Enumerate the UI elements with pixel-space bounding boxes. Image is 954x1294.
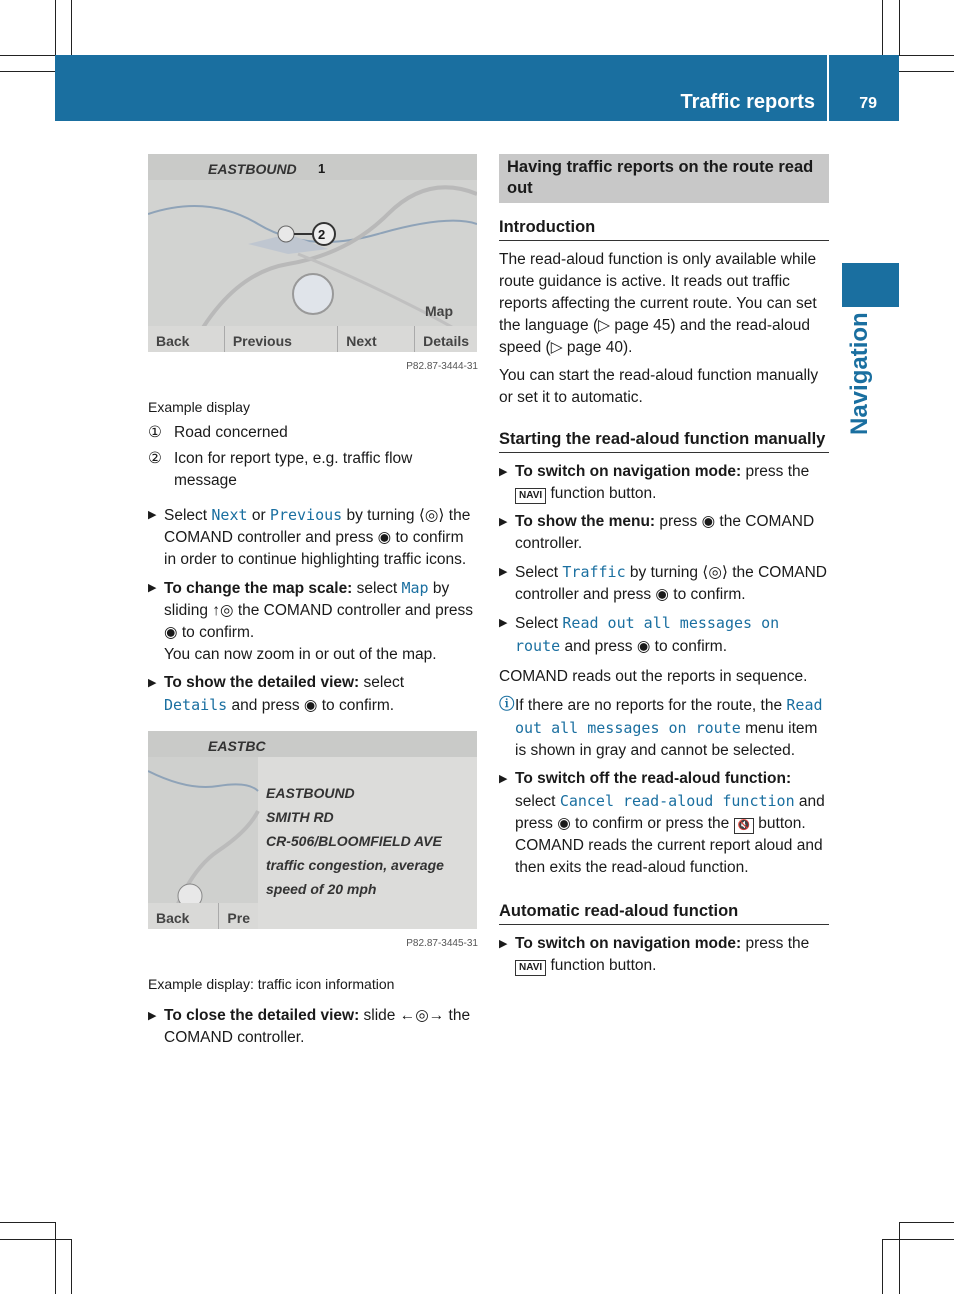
step-heading: To switch on navigation mode: — [515, 935, 742, 952]
step-text: select — [515, 793, 560, 810]
menu-item-details: Details — [164, 696, 228, 714]
step-heading: To change the map scale: — [164, 580, 353, 597]
subsection-introduction: Introduction — [499, 217, 829, 241]
menu-item-map: Map — [401, 579, 429, 597]
map-image — [148, 154, 477, 352]
instruction-step — [148, 1005, 478, 1049]
instruction-step — [499, 612, 829, 658]
crop-mark — [899, 55, 954, 56]
details-button[interactable]: Details — [423, 333, 470, 349]
step-text: by turning ⟨◎⟩ the COMAND controller and press ◉ to confirm. — [515, 564, 827, 603]
info-text: If there are no reports for the route, the — [515, 697, 787, 714]
crop-mark — [882, 0, 883, 55]
instruction-step — [499, 768, 829, 879]
info-text: menu item is shown in gray and cannot be selected. — [515, 720, 818, 759]
side-nav-label — [826, 312, 890, 445]
detail-softkeys — [148, 903, 258, 929]
menu-item-previous: Previous — [269, 506, 343, 524]
detail-line: speed of 20 mph — [266, 881, 377, 897]
step-text: button. — [754, 815, 806, 832]
page-title: Traffic reports — [680, 91, 815, 113]
menu-item-traffic: Traffic — [562, 563, 626, 581]
step-text: function button. — [546, 957, 657, 974]
crop-mark — [899, 71, 954, 72]
legend-text: Icon for report type, e.g. traffic flow message — [174, 450, 413, 489]
legend-item — [148, 448, 478, 492]
callout-1: 1 — [318, 161, 326, 176]
menu-item-next: Next — [211, 506, 248, 524]
crop-mark — [71, 0, 72, 55]
subsection-manual: Starting the read-aloud function manually — [499, 429, 829, 453]
crop-mark — [899, 1222, 954, 1223]
left-column — [148, 154, 478, 1055]
map-button[interactable]: Map — [425, 303, 453, 319]
step-text: select — [352, 580, 402, 597]
detail-line: EASTBOUND — [266, 785, 355, 801]
back-button[interactable]: Back — [148, 326, 225, 352]
step-text: press the — [741, 935, 810, 952]
intro-paragraph: The read-aloud function is only available while route guidance is active. It reads out traffic reports affecting the current route. You can set the language (▷ page 45) and the read-aloud speed (▷ page 40). — [499, 251, 817, 356]
step-heading: To show the menu: — [515, 513, 656, 530]
step-note: COMAND reads the current report aloud and then exits the read-aloud function. — [515, 837, 823, 876]
detail-line: traffic congestion, average — [266, 857, 444, 873]
crop-mark — [55, 1222, 56, 1294]
figure-caption: Example display — [148, 399, 250, 415]
step-heading: To show the detailed view: — [164, 674, 360, 691]
crop-mark — [0, 1222, 55, 1223]
instruction-step — [499, 561, 829, 606]
map-direction-label: EASTBOUND — [208, 161, 297, 177]
crop-mark — [0, 1239, 71, 1240]
step-text: press the — [741, 463, 810, 480]
step-text: Select — [164, 507, 212, 524]
map-figure-1 — [148, 154, 477, 352]
step-text: by sliding ↑◎ the COMAND controller and press ◉ to confirm. — [164, 580, 474, 641]
crop-mark — [882, 1239, 954, 1240]
instruction-step — [499, 511, 829, 555]
figure-code: P82.87-3445-31 — [406, 938, 478, 949]
crop-mark — [899, 1222, 900, 1294]
step-heading: To close the detailed view: — [164, 1007, 360, 1024]
figure-caption: Example display: traffic icon information — [148, 976, 395, 992]
mute-key: 🔇 — [734, 818, 754, 834]
step-text: and press ◉ to confirm or press the — [515, 793, 825, 832]
instruction-step — [499, 933, 829, 977]
right-column — [499, 154, 829, 983]
header-bar — [55, 55, 899, 121]
info-icon: ⓘ — [499, 696, 515, 713]
side-nav-text: Navigation — [846, 312, 873, 435]
callout-2: 2 — [318, 227, 326, 242]
section-title: Having traffic reports on the route read out — [499, 154, 829, 203]
legend-number: ② — [148, 450, 162, 467]
side-tab — [842, 263, 899, 307]
step-note: You can now zoom in or out of the map. — [164, 646, 437, 663]
step-text: slide ←◎→ the COMAND controller. — [164, 1007, 471, 1046]
intro-paragraph: You can start the read-aloud function manually or set it to automatic. — [499, 367, 819, 406]
legend-item — [148, 422, 478, 444]
instruction-step — [148, 577, 478, 666]
crop-mark — [71, 1239, 72, 1294]
map-figure-2 — [148, 731, 477, 929]
subsection-automatic: Automatic read-aloud function — [499, 901, 829, 925]
step-heading: To switch on navigation mode: — [515, 463, 742, 480]
previous-button[interactable]: Pre — [227, 910, 250, 926]
step-text: press ◉ the COMAND controller. — [515, 513, 815, 552]
step-text: Select — [515, 564, 563, 581]
instruction-step — [499, 461, 829, 505]
crop-mark — [55, 0, 56, 55]
navi-key: NAVI — [515, 488, 546, 504]
sequence-paragraph: COMAND reads out the reports in sequence. — [499, 668, 808, 685]
step-text: select — [359, 674, 405, 691]
step-text: and press ◉ to confirm. — [227, 697, 395, 714]
info-note — [499, 694, 829, 762]
step-heading: To switch off the read-aloud function: — [515, 770, 792, 787]
menu-item-read-out-all: Read out all messages on route — [515, 696, 823, 737]
menu-item-read-out-all: Read out all messages on route — [515, 614, 780, 655]
instruction-step — [148, 504, 478, 571]
legend-text: Road concerned — [174, 424, 288, 441]
map-softkeys — [148, 326, 477, 352]
step-text: Select — [515, 615, 563, 632]
map-topbar — [148, 154, 477, 180]
header-divider — [827, 55, 829, 121]
legend-number: ① — [148, 424, 162, 441]
crop-mark — [882, 1239, 883, 1294]
crop-mark — [899, 0, 900, 55]
back-button[interactable]: Back — [148, 903, 219, 929]
previous-button[interactable]: Previous — [225, 326, 338, 352]
detail-line: SMITH RD — [266, 809, 334, 825]
navi-key: NAVI — [515, 960, 546, 976]
detail-panel — [266, 781, 444, 901]
page-number: 79 — [859, 95, 877, 112]
crop-mark — [0, 71, 55, 72]
crop-mark — [0, 55, 55, 56]
step-text: by turning ⟨◎⟩ the COMAND controller and press ◉ to confirm in order to continue highlighting traffic icons. — [164, 507, 471, 568]
figure-code: P82.87-3444-31 — [406, 361, 478, 372]
detail-topbar — [148, 731, 477, 757]
detail-line: CR-506/BLOOMFIELD AVE — [266, 833, 442, 849]
instruction-step — [148, 672, 478, 717]
detail-direction-label: EASTBC — [208, 738, 266, 754]
step-text: and press ◉ to confirm. — [560, 638, 728, 655]
next-button[interactable]: Next — [338, 326, 415, 352]
menu-item-cancel-read-aloud: Cancel read-aloud function — [559, 792, 795, 810]
step-text: or — [247, 507, 270, 524]
step-text: function button. — [546, 485, 657, 502]
